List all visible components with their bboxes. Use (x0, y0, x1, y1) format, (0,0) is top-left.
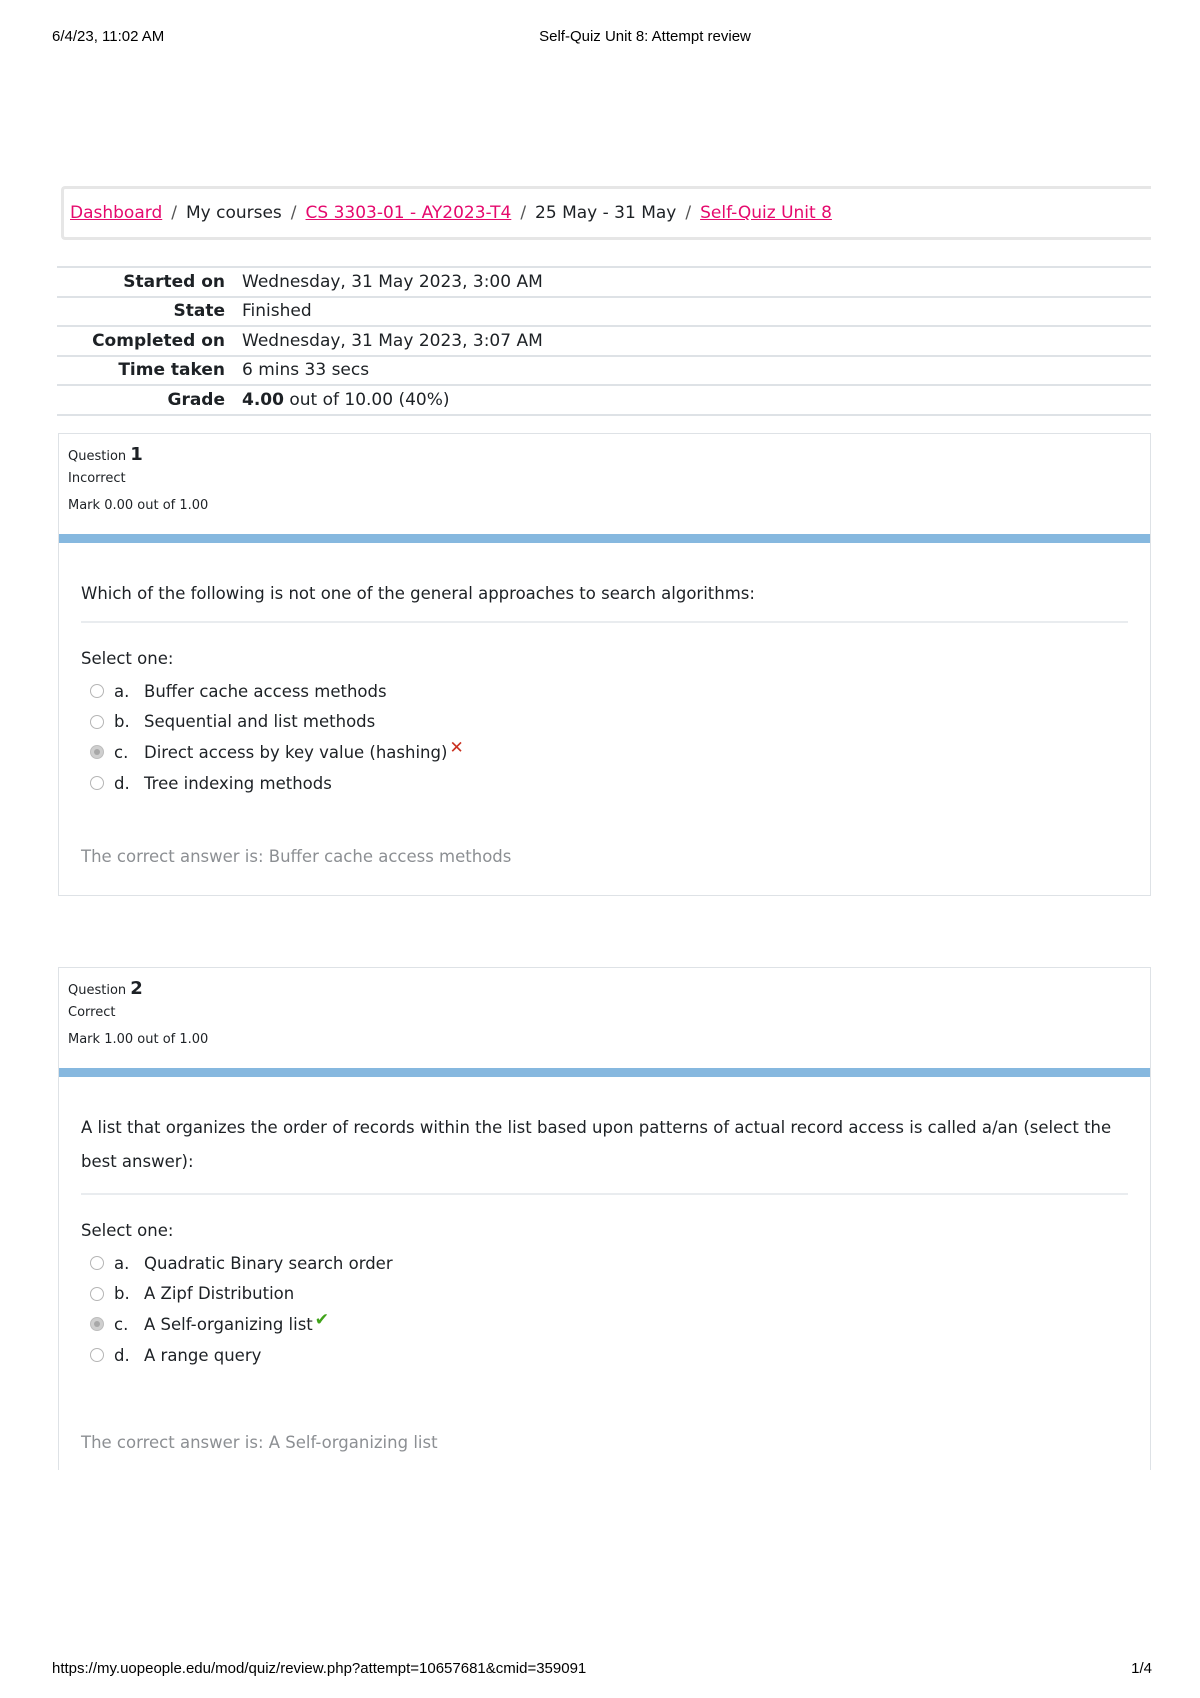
print-header (0, 28, 1200, 50)
option-letter: c. (114, 1314, 129, 1334)
question-label: Question (68, 983, 127, 998)
option-text: Sequential and list methods (144, 712, 376, 732)
breadcrumb-separator: / (685, 203, 692, 223)
correct-icon: ✔ (314, 1310, 330, 1331)
question-info (59, 434, 1150, 534)
grade-label: Grade (167, 389, 225, 410)
option-text: A range query (144, 1345, 262, 1365)
incorrect-icon: ✕ (449, 738, 464, 759)
option-text: Direct access by key value (hashing) (144, 742, 448, 762)
radio-button-selected[interactable] (90, 745, 104, 759)
question-number-value: 2 (130, 978, 143, 999)
option-letter: b. (114, 712, 130, 732)
summary-row-grade (57, 386, 1151, 416)
question-text: A list that organizes the order of records within the list based upon patterns of actual record access is called a/an (select the best answer): (81, 1077, 1128, 1195)
time-taken-label: Time taken (118, 360, 225, 381)
answer-option-d[interactable] (81, 768, 1128, 799)
answer-option-c[interactable] (81, 1309, 1128, 1340)
grade-value (225, 390, 450, 410)
option-text: Quadratic Binary search order (144, 1253, 393, 1273)
attempt-summary-table (57, 266, 1151, 416)
question-number (68, 444, 1150, 465)
radio-button[interactable] (90, 1287, 104, 1301)
breadcrumb-separator: / (171, 203, 177, 223)
breadcrumb-course-link[interactable]: CS 3303-01 - AY2023-T4 (305, 203, 512, 223)
print-footer (0, 1660, 1200, 1682)
answer-options (81, 668, 1128, 798)
grade-score: 4.00 (242, 389, 284, 410)
completed-value: Wednesday, 31 May 2023, 3:07 AM (242, 330, 543, 351)
print-url: https://my.uopeople.edu/mod/quiz/review.php?attempt=10657681&cmid=359091 (52, 1660, 587, 1677)
correct-answer-feedback: The correct answer is: A Self-organizing list (81, 1433, 438, 1452)
question-2 (58, 967, 1151, 1470)
breadcrumb-my-courses: My courses (185, 203, 282, 223)
question-state: Incorrect (68, 471, 126, 486)
radio-button[interactable] (90, 715, 104, 729)
answer-option-b[interactable] (81, 707, 1128, 738)
question-number (68, 978, 1150, 999)
option-letter: a. (114, 681, 130, 701)
state-value: Finished (242, 301, 312, 322)
option-text: Tree indexing methods (144, 773, 332, 793)
question-divider-bar (59, 534, 1150, 543)
option-text: Buffer cache access methods (144, 681, 387, 701)
radio-button[interactable] (90, 1348, 104, 1362)
radio-button[interactable] (90, 684, 104, 698)
print-title: Self-Quiz Unit 8: Attempt review (539, 28, 751, 45)
question-divider-bar (59, 1068, 1150, 1077)
question-state: Correct (68, 1005, 116, 1020)
completed-label: Completed on (92, 330, 225, 351)
select-one-prompt: Select one: (81, 1221, 174, 1240)
breadcrumb-quiz-link[interactable]: Self-Quiz Unit 8 (700, 203, 832, 223)
option-letter: a. (114, 1253, 130, 1273)
radio-button-selected[interactable] (90, 1317, 104, 1331)
breadcrumb-week: 25 May - 31 May (535, 203, 677, 223)
question-content (59, 1077, 1150, 1370)
breadcrumb (61, 186, 1151, 240)
question-mark: Mark 1.00 out of 1.00 (68, 1032, 209, 1047)
answer-option-b[interactable] (81, 1279, 1128, 1310)
grade-out-of: out of 10.00 (40%) (289, 389, 450, 410)
summary-row-state (57, 298, 1151, 328)
answer-option-a[interactable] (81, 1248, 1128, 1279)
summary-row-completed (57, 327, 1151, 357)
breadcrumb-dashboard-link[interactable]: Dashboard (70, 203, 163, 223)
question-1 (58, 433, 1151, 896)
question-content (59, 543, 1150, 798)
option-text: A Self-organizing list (144, 1314, 313, 1334)
radio-button[interactable] (90, 776, 104, 790)
option-letter: b. (114, 1284, 130, 1304)
summary-row-time (57, 357, 1151, 387)
started-value: Wednesday, 31 May 2023, 3:00 AM (242, 271, 543, 292)
print-datetime: 6/4/23, 11:02 AM (52, 28, 165, 45)
option-letter: d. (114, 773, 130, 793)
answer-option-a[interactable] (81, 676, 1128, 707)
started-label: Started on (123, 271, 225, 292)
answer-option-d[interactable] (81, 1340, 1128, 1371)
print-page-number: 1/4 (1131, 1660, 1152, 1677)
summary-row-started (57, 268, 1151, 298)
question-mark: Mark 0.00 out of 1.00 (68, 498, 209, 513)
breadcrumb-separator: / (520, 203, 527, 223)
option-letter: c. (114, 742, 129, 762)
select-one-prompt: Select one: (81, 649, 174, 668)
option-text: A Zipf Distribution (144, 1284, 295, 1304)
answer-option-c[interactable] (81, 737, 1128, 768)
question-info (59, 968, 1150, 1068)
correct-answer-feedback: The correct answer is: Buffer cache access methods (81, 847, 512, 866)
question-number-value: 1 (130, 444, 143, 465)
answer-options (81, 1240, 1128, 1370)
state-label: State (173, 301, 225, 322)
time-taken-value: 6 mins 33 secs (242, 360, 370, 381)
breadcrumb-separator: / (290, 203, 297, 223)
question-label: Question (68, 449, 127, 464)
option-letter: d. (114, 1345, 130, 1365)
radio-button[interactable] (90, 1256, 104, 1270)
question-text: Which of the following is not one of the general approaches to search algorithms: (81, 543, 1128, 623)
